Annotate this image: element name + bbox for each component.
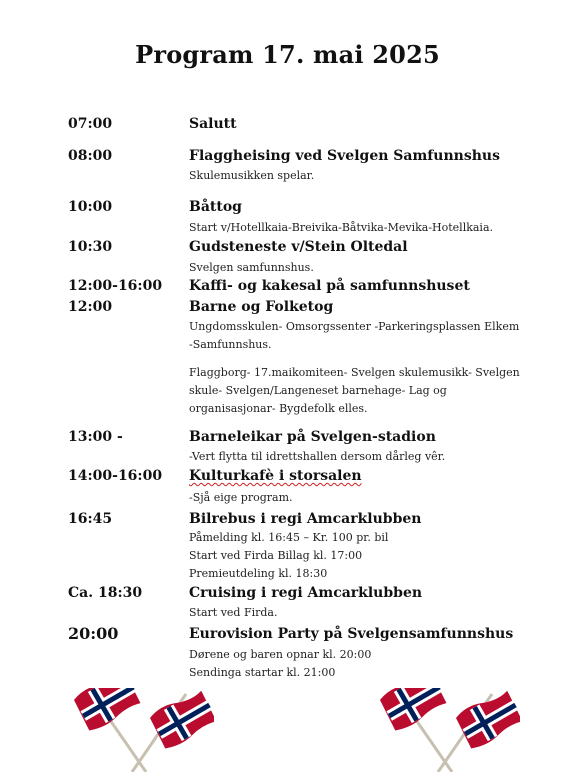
norwegian-flag-icon bbox=[438, 688, 520, 772]
time-1000: 10:00 bbox=[68, 199, 113, 215]
time-0700: 07:00 bbox=[68, 116, 113, 132]
time-1400-1600: 14:00-16:00 bbox=[68, 468, 163, 484]
time-0800: 08:00 bbox=[68, 148, 113, 164]
event-detail: Ungdomsskulen- Omsorgssenter -Parkeringsplassen Elkem bbox=[189, 320, 520, 333]
event-bilrebus: Bilrebus i regi Amcarklubben bbox=[189, 511, 422, 527]
event-detail: Flaggborg- 17.maikomiteen- Svelgen skulemusikk- Svelgen bbox=[189, 366, 520, 379]
event-kaffi: Kaffi- og kakesal på samfunnshuset bbox=[189, 278, 470, 294]
norwegian-flag-icon bbox=[132, 688, 214, 772]
event-detail: -Vert flytta til idrettshallen dersom dårleg vêr. bbox=[189, 450, 446, 463]
event-detail: skule- Svelgen/Langeneset barnehage- Lag og bbox=[189, 384, 447, 397]
norwegian-flag-icon bbox=[71, 688, 146, 772]
event-cruising: Cruising i regi Amcarklubben bbox=[189, 585, 423, 601]
event-salutt: Salutt bbox=[189, 116, 237, 132]
event-detail: Start ved Firda. bbox=[189, 606, 278, 619]
event-detail: Dørene og baren opnar kl. 20:00 bbox=[189, 648, 372, 661]
event-flaggheising: Flaggheising ved Svelgen Samfunnshus bbox=[189, 148, 500, 164]
event-detail: Påmelding kl. 16:45 – Kr. 100 pr. bil bbox=[189, 531, 389, 544]
time-1030: 10:30 bbox=[68, 239, 113, 255]
event-barneleikar: Barneleikar på Svelgen-stadion bbox=[189, 429, 436, 445]
event-detail: organisasjonar- Bygdefolk elles. bbox=[189, 402, 368, 415]
event-detail: -Samfunnshus. bbox=[189, 338, 272, 351]
crossed-norwegian-flags-right bbox=[370, 688, 520, 772]
event-detail: Start ved Firda Billag kl. 17:00 bbox=[189, 549, 363, 562]
event-barnetog: Barne og Folketog bbox=[189, 299, 334, 315]
event-kulturkafe: Kulturkafè i storsalen bbox=[189, 468, 362, 484]
time-1830: Ca. 18:30 bbox=[68, 585, 143, 601]
page-title: Program 17. mai 2025 bbox=[135, 40, 440, 69]
event-detail: Skulemusikken spelar. bbox=[189, 169, 315, 182]
event-detail: Start v/Hotellkaia-Breivika-Båtvika-Mevika-Hotellkaia. bbox=[189, 221, 494, 234]
time-2000: 20:00 bbox=[68, 624, 119, 643]
time-1200-1600: 12:00-16:00 bbox=[68, 278, 163, 294]
time-1200: 12:00 bbox=[68, 299, 113, 315]
event-detail: Premieutdeling kl. 18:30 bbox=[189, 567, 328, 580]
event-detail: Svelgen samfunnshus. bbox=[189, 261, 314, 274]
norwegian-flag-icon bbox=[377, 688, 452, 772]
time-1300: 13:00 - bbox=[68, 429, 123, 445]
event-detail: Sendinga startar kl. 21:00 bbox=[189, 666, 336, 679]
event-gudsteneste: Gudsteneste v/Stein Oltedal bbox=[189, 239, 408, 255]
event-detail: -Sjå eige program. bbox=[189, 491, 293, 504]
time-1645: 16:45 bbox=[68, 511, 113, 527]
event-battog: Båttog bbox=[189, 199, 242, 215]
event-eurovision: Eurovision Party på Svelgensamfunnshus bbox=[189, 626, 514, 642]
crossed-norwegian-flags-left bbox=[64, 688, 214, 772]
